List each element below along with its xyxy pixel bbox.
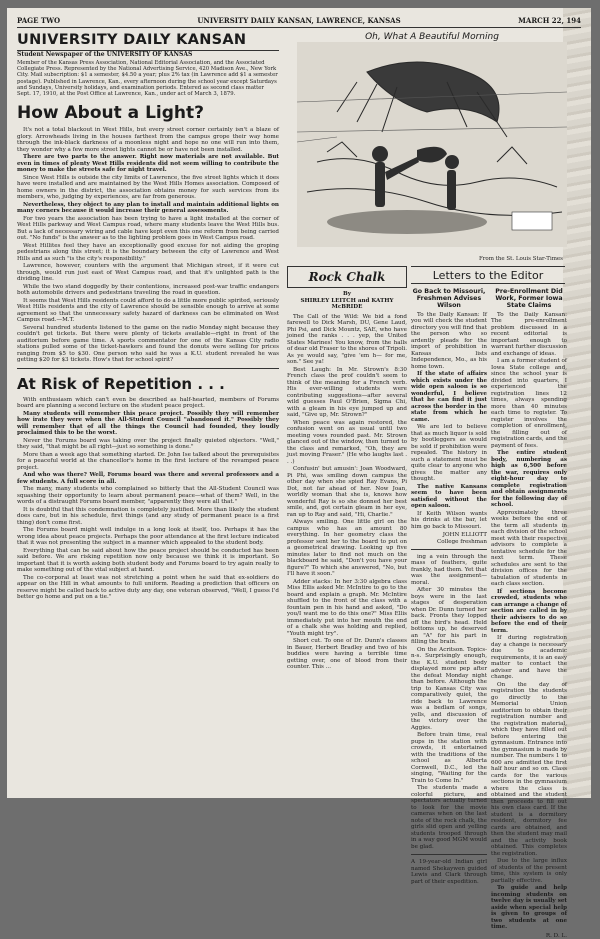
paragraph: To the Daily Kansan: If you will check the student directory you will find that the person who so ardently pleads for the import of prohibition in Kansas lists Independence, Mo., as his home town. [411, 311, 487, 370]
paragraph: When peace was again restored, the confusion went on as usual until two meeting vows rounded past. Mr. Strown glanced out of the window, then turned to the class and remarked, "Oh, they are just moving Fraser." (He who laughs last . . .) [287, 419, 407, 465]
editorial-body-repetition [17, 397, 279, 601]
rock-chalk-column [287, 266, 407, 796]
left-editorial-column [17, 32, 279, 792]
masthead-title: UNIVERSITY DAILY KANSAN [17, 32, 279, 51]
masthead-notice: Member of the Kansas Press Association, National Editorial Association, and the Associated Collegiate Press. Represented by the National Advertising Service, 420 Madison Ave., New York City. Mail subscription: $1 a semester, $4.50 a year; plus 2% tax (in Lawrence add $1 a semester postage). Published in Lawrence, Kan., every afternoon during the school year except Saturdays and Sundays, University holidays, and examination periods. Entered as second class matter Sept. 17, 1910, at the Post Office at Lawrence, Kan., under act of March 3, 1879. [17, 60, 278, 98]
cartoon-credit: From the St. Louis Star-Times [478, 256, 563, 262]
paragraph: It's not a total blackout in West Hills, but every street corner certainly isn't a blaze of glory. Arrowheads living in the houses farthest from the campus grope their way home through the ink-black darkness of a moonless night and hope no one will run into them, they wonder why a few more street lights cannot be or have not been installed. [17, 127, 279, 153]
byline-by: By [343, 291, 351, 297]
letter-signature [411, 532, 487, 545]
letter-signature: R. D. L. [545, 932, 567, 939]
letters-column-2 [491, 288, 567, 939]
letters-column-1 [411, 288, 487, 885]
paragraph: Never the Forums board was taking over the project finally quieted objectors. "Well," they said, "that might be all right—just so something is done." [17, 437, 279, 451]
paragraph: The students made a colorful picture, and spectators actually turned to look for the movie cameras when on the last note of the rock chalk, the girls slid open and yelling students trooped through in a way good MGM would be glad. [411, 785, 487, 850]
editorial-headline-repetition: At Risk of Repetition . . . [17, 374, 225, 393]
paragraph: The many, many students who complained so bitterly that the All-Student Council was squashing their opportunity to learn about permanent peace—what of them? Well, in the words of a distraught Forums board member, "apparently they were all that." [17, 486, 279, 506]
paragraph: The co-corporal at least was not stretching a point when he said that ex-soldiers do appear on the Hill in what amounts to full uniform. Reading a prediction that officers on reserve might be called back to active duty any day, one veteran observed, "Well, I guess I'd better go home and put on a tie." [17, 574, 279, 601]
divider [411, 854, 487, 855]
paragraph: Nevertheless, they object to any plan to install and maintain additional lights on many corners because it would increase their general assessments. [17, 201, 279, 215]
paragraph: There are two parts to the answer. Right now materials are not available. But even in times of plenty West Hills residents did not seem willing to contribute the money to make the streets safe for night travel. [17, 154, 279, 174]
letter-body-enrollment [491, 312, 567, 931]
paragraph: Many students will remember this peace project. Possibly they will remember how irate they were when the All-Student Council "abandoned it." Possibly they will remember that of all the things the Council had founded, they loudly proclaimed this to be the worst. [17, 410, 279, 437]
paragraph: While the two stand doggedly by their contentions, increased post-war traffic endangers both automobile drivers and pedestrians traveling the road in question. [17, 283, 279, 297]
paragraph: It is doubtful that this condemnation is completely justified. More than likely the student does care, but in his schedule, first things (and any study of permanent peace is a first thing) don't come first. [17, 506, 279, 526]
paragraph: Since West Hills is outside the city limits of Lawrence, the five street lights which it does have were installed and are maintained by the West Hills Homes association. Composed of home owners in the district, the association obtains money for such services from its members, who, judging by experiences, are far from generous. [17, 174, 279, 201]
paragraph: If sections become crowded, students who can arrange a change of section are called in by their advisers to do so before the end of their term. [491, 588, 567, 634]
rock-chalk-byline [287, 291, 407, 311]
signature-name: JOHN ELLIOTT [442, 532, 487, 539]
editorial-cartoon [297, 32, 567, 262]
paragraph: Before train time, real pups in the station with crowds, it entertained with the traditions of the school as Alberta Cornwell, D.C., led the singing, "Waiting for the Train to Come In." [411, 732, 487, 784]
paragraph: And who was there? Well, Forums board was there and several professors and a few students. A full score in all. [17, 472, 279, 485]
rock-chalk-body [287, 314, 407, 671]
paragraph: More than a week ago that something started. Dr. John Ise talked about the prerequisites for a peaceful world at the chancellor's home in the first lecture of the revamped peace project. [17, 451, 279, 471]
torn-page-edge [563, 8, 591, 798]
folio-date: MARCH 22, 194 [518, 16, 581, 25]
letter-headline-enrollment: Pre-Enrollment Did Work, Former Iowa State Claims [495, 288, 563, 310]
paragraph: After 30 minutes the boys were in the last stages of desperation when Dr. Dunn turned her back. Fronts they lopped off the bird's head. Held bottoms up, he deserved an "A" for his part in filling the brain. [411, 587, 487, 646]
masthead-subtitle: Student Newspaper of the UNIVERSITY OF KANSAS [17, 51, 193, 58]
editorial-body-light [17, 127, 279, 364]
paragraph: It seems that West Hills residents could afford to do a little more public spirited, seriously West Hills residents and the city of Lawrence should be sensible enough to arrive at some agreement so that the unnecessary safety hazard of darkness can be eliminated on West Campus road.—M.T. [17, 297, 279, 324]
paragraph: The entire student body, numbering as high as 6,500 before the war, requires only eight-hour day to complete registration and obtain assignments for the following day of school. [491, 450, 567, 509]
paragraph: The native Kansans seem to have been satisfied without the open saloon. [411, 483, 487, 510]
rock-chalk-continued [411, 554, 487, 851]
editorial-headline-light: How About a Light? [17, 103, 204, 124]
folio-page-number: PAGE TWO [17, 16, 61, 25]
paragraph: On the day of registration the students go directly to the Memorial Union auditorium to obtain their registration number and the registration material, which they have filled out before entering the gymnasium. Entrance into the gymnasium is made by number. The numbers 1 to 600 are admitted the first half hour and so on. Class cards for the various sections in the gymnasium where the class is obtained and the student then proceeds to fill out his own class card. If the student is a dormitory resident, dormitory fee cards are obtained, and then the student may mail and the activity book obtained. This completes the registration. [491, 681, 567, 857]
letter-headline-missouri: Go Back to Missouri, Freshmen Advises Wilson [412, 288, 486, 310]
paragraph: On the Acritson. Topics-n-s. Surprisingly enough, the K.U. student body displayed more pep after the defeat Monday night than before. Although the trip to Kansas City was comparatively quiet, the ride back to Lawrence was a bedlam of songs, yells, and discussion of the victory over the Aggies. [411, 646, 487, 731]
paragraph: The Forums board might well indulge in a long look at itself, too. Perhaps it has the wrong idea about peace projects. Perhaps the poor attendance at the first lecture indicated that it was not presenting the subject in a manner which appealed to the student body. [17, 527, 279, 547]
paragraph: Adder stacks: In her 3:30 algebra class Miss Ellis asked Mr. McIntire to go to the board and explain a graph. Mr. McIntire shuffled to the front of the class with a fountain pen in his hand and asked, "Do you/I want me to do this one?" Miss Ellis immediately put into her mouth the end of a chalk she was holding and replied, "Youth might try". [287, 578, 407, 637]
paragraph: Everything that can be said about how the peace project should be conducted has been said before. We are risking repetition now only because we think it is important. So important that it is worth asking both student body and Forums board to try again really to make something out of the vital subject at hand. [17, 547, 279, 574]
newspaper-page [7, 8, 591, 939]
paragraph: If Keith Wilson wants his drinks at the bar, let him go back to Missouri. [411, 510, 487, 530]
cartoon-title: Oh, What A Beautiful Morning [365, 32, 499, 42]
divider [411, 549, 487, 550]
paragraph: ing a vein through the mass of feathers, quite frankly, had them. Yet that was the assignment—moral. [411, 553, 487, 586]
paragraph: Approximately three weeks before the end of the term all students in each division of the school meet with their respective advisors to complete a tentative schedule for the next term. These schedules are sent to the division offices for the tabulation of students in each class section. [491, 509, 567, 588]
paragraph: Confusin' but amusin': Joan Woodward, Pi Phi, was smiling down campus the other day when she spied Ray Evans, Pi Dot, not far ahead of her. Now Joan, worldly woman that she is, knows how wonderful Ray is so she donned her best smile, and, got certain gleam in her eye, ran up to Ray and said, "Hi, Charlie." [287, 466, 407, 518]
paragraph: Always smiling. One little girl on the campus who has an amount 80 everything. In her geometry class the professor sent her to the board to put on a geometrical drawing. Looking up five minutes later to find not much on the blackboard he said, "Don't you have your figure?" To which she answered, "No, but I'll have it soon." [287, 519, 407, 577]
paragraph: Due to the large influx of students of the present time, this system is only partially effective. [491, 858, 567, 884]
letters-header: Letters to the Editor [411, 266, 565, 284]
folio-paper-name: UNIVERSITY DAILY KANSAN, LAWRENCE, KANSAS [197, 16, 401, 25]
byline-names: SHIRLEY LEITCH and KATHY McBRIDE [300, 297, 394, 310]
paragraph: Short cut. To one of Dr. Dunn's classes in Bauer, Herbert Bradley and two of his buddies were having a terrible time getting over, one of blood from their counter. This ... [287, 638, 407, 670]
paragraph: Several hundred students listened to the game on the radio Monday night because they couldn't get tickets. But there were plenty of tickets available—right in front of the auditorium before game time. A sports commentator for one of the Kansas City radio stations pulled some of the ticket-hawkers and found the donuts were selling for prices ranging from $5 to $30. One person who said he was a K.U. student revealed he was getting $20 for $3 tickets. How's that for school spirit? [17, 324, 279, 364]
paragraph: To the Daily Kansan: The pre-enrollment problem discussed in a recent editorial is important enough to warrant further discussion and exchange of ideas. [491, 311, 567, 357]
paragraph: If the state of affairs which exists under the wide open saloon is so wonderful, I believe that he can find it just across the border in the state from which he came. [411, 371, 487, 423]
paragraph: Lawrence, however, counters with the argument that Michigan street, if it were cut through, would run just east of West Campus road, and that it's unlighted path is the dividing line. [17, 263, 279, 283]
paragraph: We are led to believe that as much liquor is sold by bootleggers as would be sold if prohibition were repealed. The history in such a statement must be quite clear to anyone who gives the matter any thought. [411, 424, 487, 483]
filler-note: A 19-year-old Indian girl named Shekaywen guided Lewis and Clark through part of their expedition. [411, 859, 487, 885]
paragraph: Best Laugh: In Mr. Strown's 8:30 French class the prof couldn't seem to think of the meaning for a French verb. His ever-willing students were contributing suggestions—after several wild guesses Paul O'Brien, Sigma Chi, with a gleam in his eye jumped up and said, "Give up, Mr. Strown?" [287, 366, 407, 418]
paragraph: I am a former student of Iowa State college and, since the school year is divided into quarters, I experienced the registration lines 12 times, always spending more than 40 minutes each time to register. To register involves the completion of enrollment, the filling out of registration cards, and the payment of fees. [491, 358, 567, 449]
page-folio [17, 14, 581, 28]
signature-note: College freshman [437, 538, 487, 545]
divider [17, 368, 279, 369]
paragraph: For two years the association has been trying to have a light installed at the corner of West Hills parkway and West Campus road, where many students leave the West Hills bus. But a lack of necessary wiring and cable have kept even this one reform from being carried out. "No funds" is the answer as to the lighting problem goes in West Campus road. [17, 215, 279, 242]
paragraph: The Call of the Wild: We bid a fond farewell to Dick Marsh, DU, Gene Laud, Phi Psi, and Dick Mountz, SAE, who have joined the ranks . . . yep, the United States Marines! You know, from the halls of dear old Fraser to the shores of Tripoli. As ye would say, "give 'em h— for me, son." See ya! [287, 313, 407, 365]
paragraph: West Hillites feel they have an exceptionally good excuse for not aiding the groping pedestrians along this street; it is the boundary between the city of Lawrence and West Hills and as such "is the city's responsibility." [17, 242, 279, 262]
letter-body-missouri [411, 312, 487, 531]
rock-chalk-header: Rock Chalk [287, 266, 407, 288]
paragraph: With enthusiasm which can't even be described as half-hearted, members of Forums board are planning a second lecture on the student peace project. [17, 396, 279, 410]
cartoon-illustration [297, 42, 567, 247]
paragraph: To guide and help incoming students on twelve day is usually set aside when special help is given to groups of two students at one time. [491, 885, 567, 931]
paragraph: If during registration day a change is necessary due to academic requirements, it is an easy matter to contact the adviser and have the change. [491, 635, 567, 681]
